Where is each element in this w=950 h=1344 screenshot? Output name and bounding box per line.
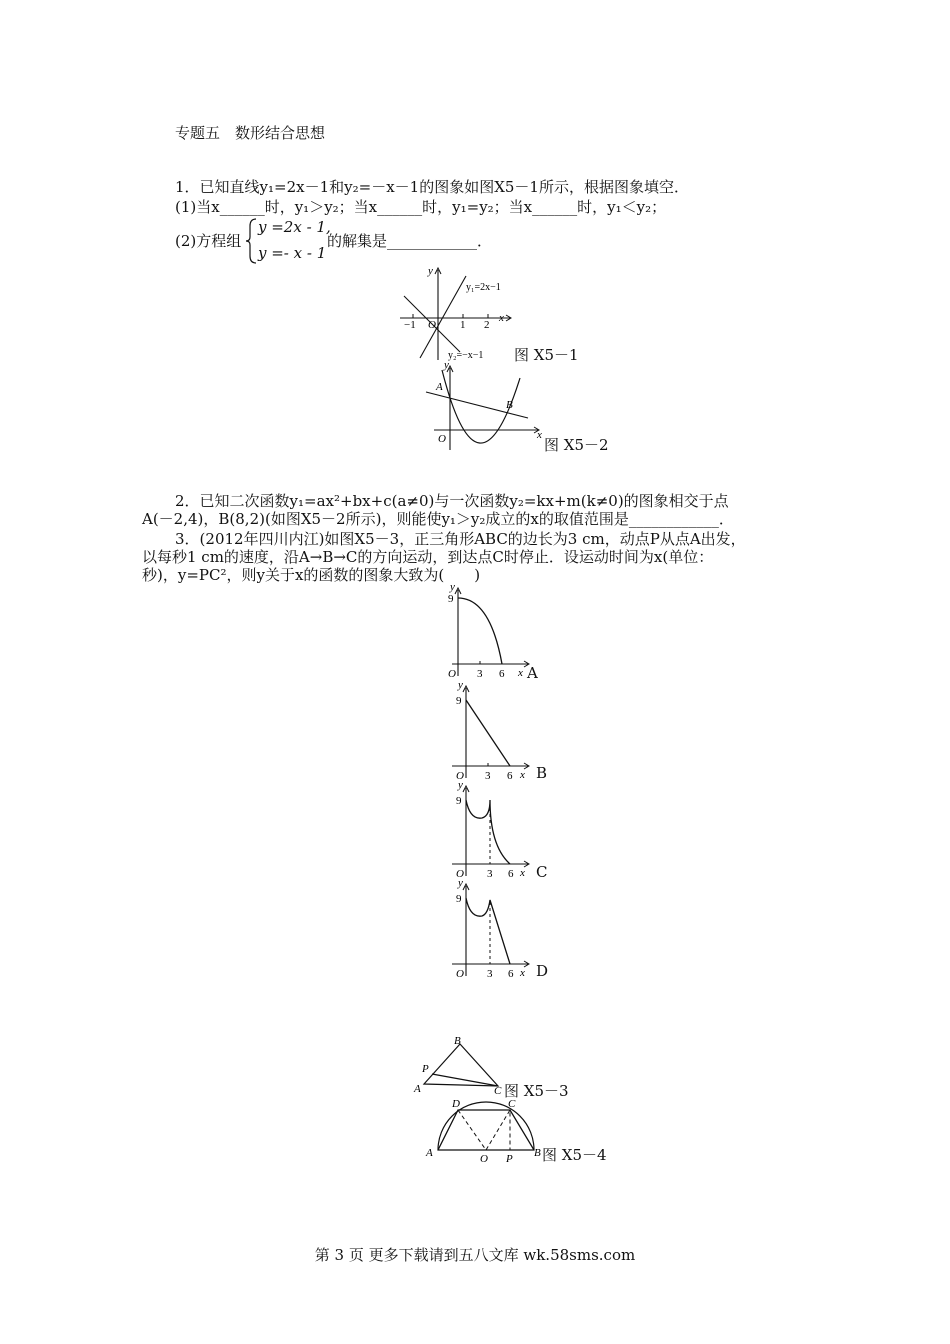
option-a-curve: [458, 598, 502, 664]
q1-part1: (1)当x______时，y₁＞y₂；当x______时，y₁=y₂；当x______时，y₁＜y₂；: [175, 198, 667, 216]
figure-x5-3-caption: 图 X5－3: [504, 1082, 569, 1100]
tick-3: 3: [477, 668, 483, 680]
figure-x5-4-caption: 图 X5－4: [542, 1146, 607, 1164]
figure-x5-1: [398, 262, 518, 362]
x-axis-label: x: [520, 867, 525, 879]
tick-6: 6: [508, 868, 514, 880]
vertex-c-label: C: [494, 1085, 502, 1097]
x-axis-label: x: [499, 312, 504, 324]
tick-1: 1: [460, 319, 466, 331]
point-o-label: O: [480, 1153, 488, 1165]
point-b-label: B: [534, 1147, 541, 1159]
figure-x5-1-caption: 图 X5－1: [514, 346, 579, 364]
origin-label: O: [428, 319, 436, 331]
tick-3: 3: [487, 868, 493, 880]
y-axis-label: y: [458, 779, 463, 791]
option-c-letter: C: [536, 863, 548, 881]
page-footer: 第 3 页 更多下载请到五八文库 wk.58sms.com: [314, 1246, 636, 1264]
point-a-label: A: [436, 381, 443, 393]
y-axis-label: y: [444, 359, 449, 371]
figure-x5-2: [420, 359, 548, 456]
q3-line-3: 秒)，y=PC²，则y关于x的函数的图象大致为( ): [142, 566, 481, 584]
figure-x5-3: [412, 1035, 512, 1098]
y-max-label: 9: [448, 593, 454, 605]
system-line-1: y =2x - 1,: [258, 218, 331, 236]
tick-3: 3: [485, 770, 491, 782]
x-axis-label: x: [520, 769, 525, 781]
figure-x5-2-caption: 图 X5－2: [544, 436, 609, 454]
system-brace: [246, 218, 258, 264]
y-max-label: 9: [456, 695, 462, 707]
y-axis-label: y: [458, 877, 463, 889]
q3-line-2: 以每秒1 cm的速度，沿A→B→C的方向运动，到达点C时停止．设运动时间为x(单位：: [142, 548, 714, 566]
option-d-curve: [466, 898, 510, 964]
x-axis-label: x: [537, 429, 542, 441]
system-line-2: y =- x - 1: [258, 244, 327, 262]
figure-x5-4: [424, 1098, 548, 1164]
option-b-graph: [446, 679, 536, 782]
tick-6: 6: [508, 968, 514, 980]
tick-3: 3: [487, 968, 493, 980]
q2-line-1: 2．已知二次函数y₁=ax²+bx+c(a≠0)与一次函数y₂=kx+m(k≠0)的图象相交于点: [175, 492, 729, 510]
point-p-label: P: [506, 1153, 513, 1165]
option-b-letter: B: [536, 764, 548, 782]
line-y2-label: y₂=−x−1: [448, 350, 484, 361]
point-a-label: A: [426, 1147, 433, 1159]
option-d-graph: [446, 877, 536, 980]
page-title: 专题五 数形结合思想: [175, 124, 326, 142]
line-y1: [420, 276, 466, 358]
dashed-segments: [458, 1110, 510, 1150]
y-axis-label: y: [450, 581, 455, 593]
q3-line-1: 3．(2012年四川内江)如图X5－3，正三角形ABC的边长为3 cm，动点P从点A出发，: [175, 530, 746, 548]
origin-label: O: [456, 770, 464, 782]
option-b-line: [466, 700, 510, 766]
option-d-letter: D: [536, 962, 549, 980]
tick-2: 2: [484, 319, 490, 331]
option-a-letter: A: [527, 664, 538, 682]
vertex-b-label: B: [454, 1035, 461, 1047]
tick-minus1: −1: [404, 319, 416, 331]
y-axis-label: y: [458, 679, 463, 691]
option-a-graph: [446, 581, 536, 682]
y-max-label: 9: [456, 795, 462, 807]
q1-part2-prefix: (2)方程组: [175, 232, 242, 250]
point-p-label: P: [422, 1063, 429, 1075]
q1-part2-suffix: 的解集是____________．: [327, 232, 493, 250]
line-y1-label: y₁=2x−1: [466, 282, 501, 293]
q1-stem: 1．已知直线y₁=2x－1和y₂=－x－1的图象如图X5－1所示，根据图象填空．: [175, 178, 689, 196]
x-axis-label: x: [520, 967, 525, 979]
point-c-label: C: [508, 1098, 516, 1110]
option-c-graph: [446, 779, 536, 880]
origin-label: O: [456, 968, 464, 980]
origin-label: O: [448, 668, 456, 680]
option-c-curve: [466, 800, 510, 864]
y-axis-label: y: [428, 265, 433, 277]
q2-line-2: A(－2,4)，B(8,2)(如图X5－2所示)，则能使y₁＞y₂成立的x的取值范围是____________．: [142, 510, 734, 528]
y-max-label: 9: [456, 893, 462, 905]
origin-label: O: [438, 433, 446, 445]
point-b-label: B: [506, 399, 513, 411]
tick-6: 6: [499, 668, 505, 680]
tick-6: 6: [507, 770, 513, 782]
x-axis-label: x: [518, 667, 523, 679]
origin-label: O: [456, 868, 464, 880]
vertex-a-label: A: [414, 1083, 421, 1095]
point-d-label: D: [452, 1098, 460, 1110]
